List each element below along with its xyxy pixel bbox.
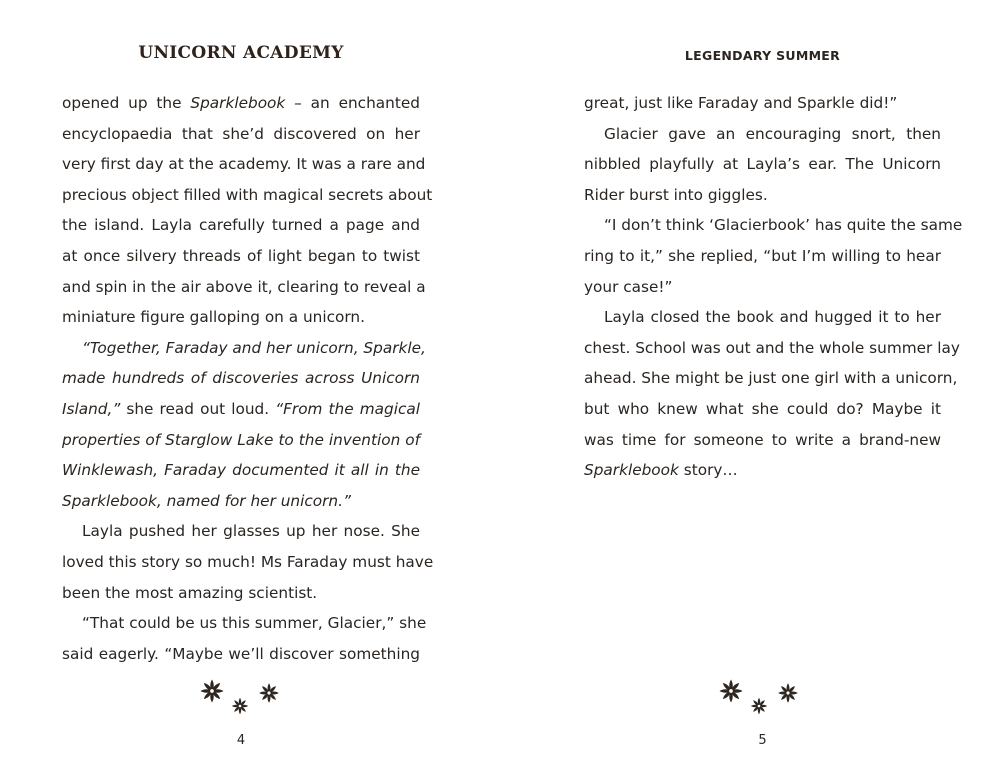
text-line — [62, 516, 420, 547]
body-text: Layla pushed her glasses up her nose. She — [82, 522, 420, 541]
text-line — [62, 455, 420, 486]
italic-text: Sparklebook, named for her unicorn.” — [62, 491, 351, 510]
page-number: 5 — [758, 733, 767, 748]
body-text: Layla closed the book and hugged it to her — [604, 308, 941, 327]
text-line — [62, 88, 420, 119]
body-text: and spin in the air above it, clearing to reveal a — [62, 277, 426, 296]
text-line — [62, 180, 433, 211]
body-text: was time for someone to write a brand-new — [584, 430, 941, 449]
left-page — [62, 0, 434, 773]
body-text: chest. School was out and the whole summer lay — [584, 338, 960, 357]
star-flourish-ornament-icon — [200, 678, 282, 718]
text-line — [62, 333, 426, 364]
text-line — [584, 363, 958, 394]
text-line — [62, 578, 420, 609]
text-line — [62, 394, 420, 425]
right-page — [584, 0, 963, 773]
text-line — [584, 455, 941, 486]
text-line — [584, 272, 941, 303]
italic-text: Sparklebook — [584, 461, 679, 480]
body-text: – an enchanted — [285, 94, 420, 112]
text-line — [584, 119, 941, 150]
body-text: but who knew what she could do? Maybe it — [584, 399, 941, 418]
text-line — [584, 210, 963, 241]
text-line — [584, 149, 941, 180]
body-text: said eagerly. “Maybe we’ll discover something — [62, 644, 420, 663]
text-line — [62, 639, 420, 670]
italic-text: made hundreds of discoveries across Unicorn — [62, 369, 420, 388]
text-line — [62, 486, 420, 517]
body-text: been the most amazing scientist. — [62, 583, 318, 602]
page-number: 4 — [236, 733, 246, 748]
star-center — [786, 691, 789, 694]
body-text: very first day at the academy. It was a rare and — [62, 155, 426, 174]
body-text: ring to it,” she replied, “but I’m willing to hear — [584, 246, 941, 265]
body-text: your case!” — [584, 277, 673, 296]
text-line — [584, 241, 941, 272]
body-text: “That could be us this summer, Glacier,” she — [82, 614, 427, 633]
running-head-book-title: UNICORN ACADEMY — [138, 43, 344, 63]
star-center — [758, 705, 761, 708]
text-line — [62, 363, 420, 394]
text-line — [584, 394, 941, 425]
body-text: at once silvery threads of light began to twist — [62, 246, 420, 265]
text-line — [62, 547, 434, 578]
text-line — [584, 302, 941, 333]
italic-text: “From the magical — [275, 399, 420, 418]
text-line — [62, 425, 420, 456]
body-text: nibbled playfully at Layla’s ear. The Unicorn — [584, 155, 941, 174]
body-text: she read out loud. — [120, 399, 276, 418]
text-line — [62, 119, 420, 150]
text-line — [62, 210, 420, 241]
star-center — [210, 689, 214, 693]
body-text: miniature figure galloping on a unicorn. — [62, 308, 365, 327]
text-line — [62, 272, 426, 303]
text-line — [62, 241, 420, 272]
italic-text: properties of Starglow Lake to the invention of — [62, 430, 420, 449]
body-text: “I don’t think ‘Glacierbook’ has quite the same — [604, 216, 963, 235]
star-center — [267, 691, 270, 694]
star-flourish-ornament-icon — [719, 678, 801, 718]
body-text: story… — [678, 461, 738, 480]
body-text: great, just like Faraday and Sparkle did!” — [584, 94, 898, 112]
left-page-body-text — [62, 88, 434, 669]
body-text: encyclopaedia that she’d discovered on her — [62, 124, 420, 143]
body-text: the island. Layla carefully turned a page and — [62, 216, 420, 235]
running-head-chapter-title: LEGENDARY SUMMER — [684, 48, 841, 63]
text-line — [584, 425, 941, 456]
body-text: Rider burst into giggles. — [584, 185, 768, 204]
italic-text: “Together, Faraday and her unicorn, Sparkle, — [82, 338, 426, 357]
italic-text: Sparklebook — [190, 94, 286, 112]
text-line — [62, 149, 426, 180]
text-line — [584, 180, 941, 211]
body-text: ahead. She might be just one girl with a unicorn, — [584, 369, 958, 388]
star-center — [239, 705, 242, 708]
italic-text: Island,” — [62, 399, 121, 418]
text-line — [584, 333, 960, 364]
text-line — [584, 88, 941, 119]
right-page-body-text — [584, 88, 963, 486]
body-text: opened up the — [62, 94, 191, 112]
star-center — [729, 689, 733, 693]
text-line — [62, 302, 420, 333]
body-text: loved this story so much! Ms Faraday must have — [62, 552, 434, 571]
body-text: precious object filled with magical secrets about — [62, 185, 433, 204]
italic-text: Winklewash, Faraday documented it all in the — [62, 461, 420, 480]
body-text: Glacier gave an encouraging snort, then — [604, 124, 941, 143]
text-line — [62, 608, 427, 639]
